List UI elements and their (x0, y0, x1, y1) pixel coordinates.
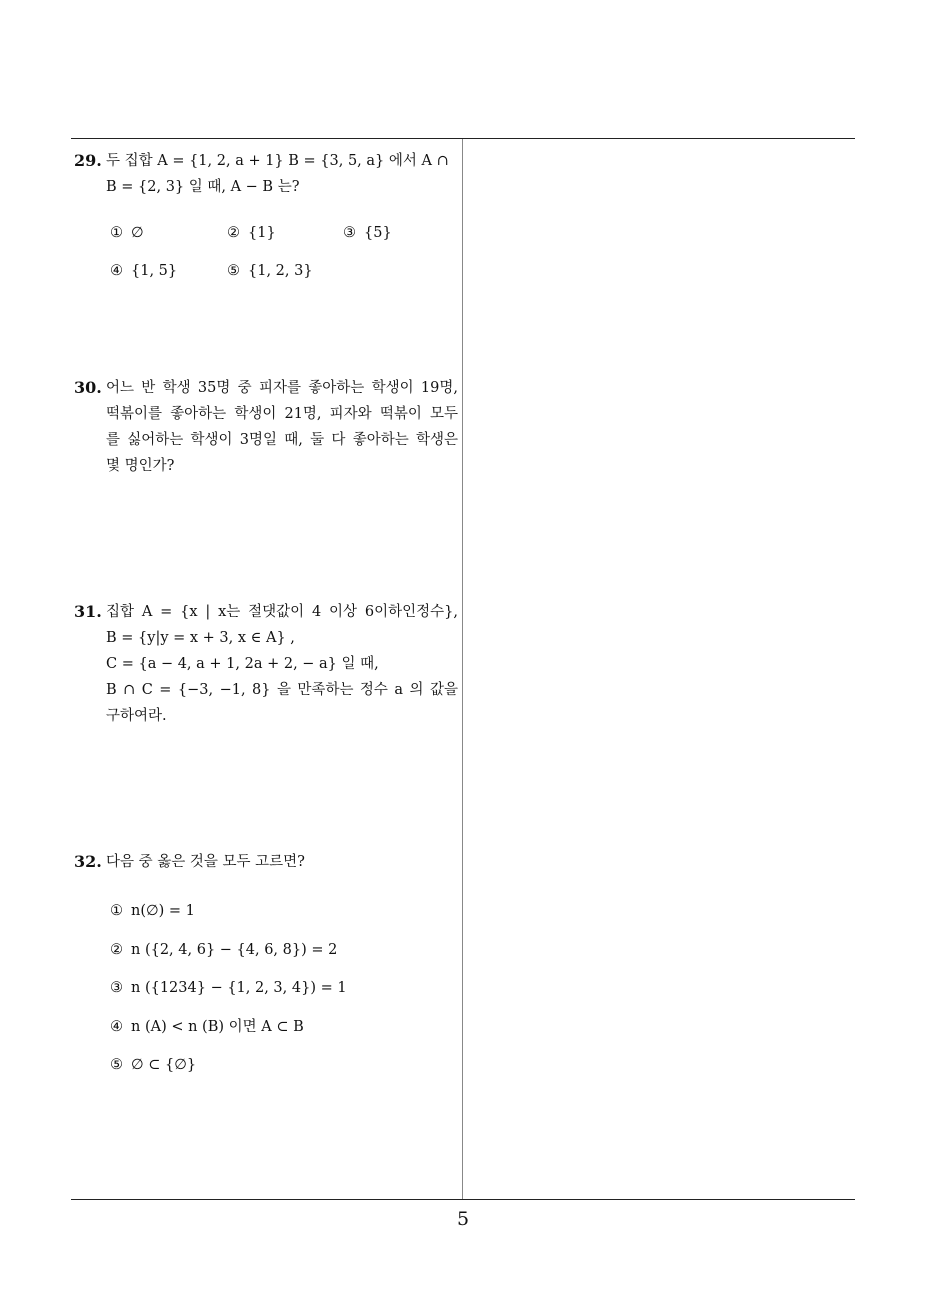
question-number: 32. (74, 852, 102, 871)
choice-text: ∅ ⊂ {∅} (131, 1057, 197, 1073)
question-number: 31. (74, 602, 102, 621)
choice-text: ∅ (131, 225, 144, 241)
choice-3[interactable] (110, 975, 458, 1014)
choice-text: {5} (364, 225, 392, 241)
choice-mark: ① (110, 903, 123, 919)
choice-text: {1, 2, 3} (248, 263, 313, 279)
top-rule (71, 138, 855, 139)
choice-4[interactable] (110, 258, 177, 284)
bottom-rule (71, 1199, 855, 1200)
choice-text: {1} (248, 225, 276, 241)
choice-mark: ⑤ (110, 1057, 123, 1073)
answer-choices (110, 220, 458, 300)
question-31 (74, 599, 458, 729)
question-line: 두 집합 A = {1, 2, a + 1} B = {3, 5, a} 에서 A ∩ (106, 153, 449, 169)
question-text (106, 599, 458, 729)
question-text (106, 849, 458, 875)
question-line: B = {y|y = x + 3, x ∈ A} , (106, 630, 295, 646)
question-number: 30. (74, 378, 102, 397)
choice-mark: ③ (110, 980, 123, 996)
page-number: 5 (456, 1208, 470, 1230)
choice-text: {1, 5} (131, 263, 178, 279)
question-line: B ∩ C = {−3, −1, 8} 을 만족하는 정수 a 의 값을 (106, 682, 458, 698)
question-line: C = {a − 4, a + 1, 2a + 2, − a} 일 때, (106, 656, 379, 672)
choice-2[interactable] (110, 937, 458, 976)
question-line: 구하여라. (106, 708, 167, 724)
question-line: 집합 A = {x | x는 절댓값이 4 이상 6이하인정수}, (106, 604, 458, 620)
choice-mark: ⑤ (227, 263, 240, 279)
question-line: B = {2, 3} 일 때, A − B 는? (106, 179, 300, 195)
question-line: 몇 명인가? (106, 458, 175, 474)
question-line: 떡볶이를 좋아하는 학생이 21명, 피자와 떡볶이 모두 (106, 406, 458, 422)
choice-1[interactable] (110, 898, 458, 937)
question-text (106, 375, 458, 479)
choice-2[interactable] (227, 220, 276, 246)
choice-mark: ④ (110, 263, 123, 279)
choice-4[interactable] (110, 1014, 458, 1053)
choice-mark: ① (110, 225, 123, 241)
choice-5[interactable] (110, 1052, 458, 1091)
choice-mark: ② (110, 941, 123, 958)
choice-mark: ③ (343, 225, 356, 241)
column-divider (462, 139, 463, 1199)
choice-mark: ② (227, 225, 240, 241)
choice-text: n (A) < n (B) 이면 A ⊂ B (131, 1018, 304, 1035)
choice-text: n ({1234} − {1, 2, 3, 4}) = 1 (131, 980, 347, 996)
answer-choices (110, 898, 458, 1091)
question-line: 를 싫어하는 학생이 3명일 때, 둘 다 좋아하는 학생은 (106, 432, 458, 448)
choice-text: n ({2, 4, 6} − {4, 6, 8}) = 2 (131, 941, 338, 958)
question-number: 29. (74, 151, 102, 170)
question-line: 어느 반 학생 35명 중 피자를 좋아하는 학생이 19명, (106, 380, 458, 396)
choice-mark: ④ (110, 1018, 123, 1035)
question-30 (74, 375, 458, 479)
question-text (106, 148, 458, 200)
choice-1[interactable] (110, 220, 144, 246)
question-29 (74, 148, 458, 300)
question-line: 다음 중 옳은 것을 모두 고르면? (106, 854, 305, 870)
choice-5[interactable] (227, 258, 313, 284)
question-32 (74, 849, 458, 1091)
choice-text: n(∅) = 1 (131, 903, 195, 919)
choice-3[interactable] (343, 220, 392, 246)
